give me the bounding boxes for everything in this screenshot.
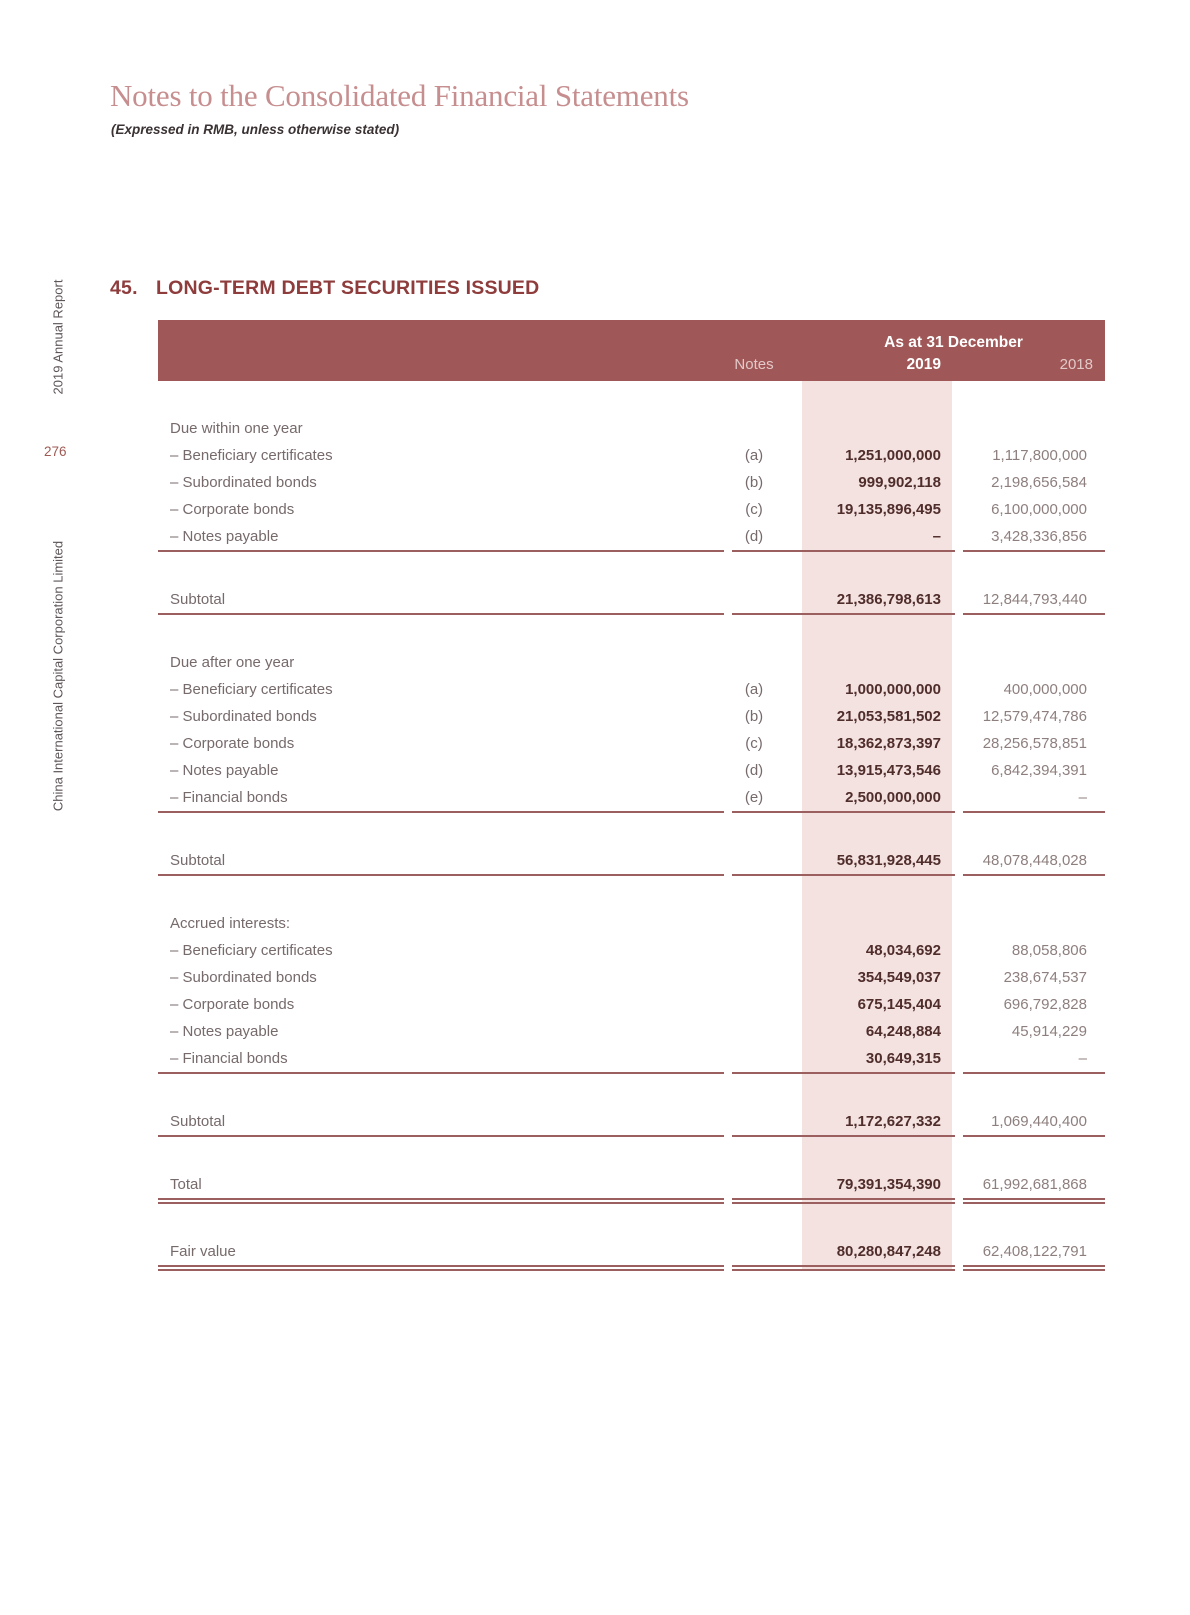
group-label-row [158,649,1105,676]
row-value-2018: 12,579,474,786 [982,708,1087,725]
row-value-2019: 1,000,000,000 [845,681,941,698]
table-row [158,730,1105,757]
row-note: (a) [744,447,764,464]
row-value-2018: 45,914,229 [1011,1023,1087,1040]
fair-value-row [158,1238,1105,1265]
row-value-2019: 13,915,473,546 [836,762,941,779]
subtotal-value-2019: 21,386,798,613 [836,591,941,608]
group-label: Accrued interests: [170,915,291,932]
row-label: – Beneficiary certificates [170,942,333,959]
row-value-2019: 354,549,037 [857,969,941,986]
page-subtitle: (Expressed in RMB, unless otherwise stated) [111,122,400,137]
header-date-label: As at 31 December [884,334,1023,351]
table-row [158,469,1105,496]
group-label-row [158,415,1105,442]
row-value-2019: 999,902,118 [858,474,941,491]
table-row [158,703,1105,730]
row-value-2018: 696,792,828 [1003,996,1087,1013]
total-row [158,1171,1105,1198]
section-number: 45. [110,277,138,299]
subtotal-label: Subtotal [170,591,226,608]
table-row [158,937,1105,964]
fair-value-label: Fair value [170,1243,236,1260]
table-row [158,676,1105,703]
section-heading [110,277,539,300]
table-row [158,991,1105,1018]
row-label: – Corporate bonds [170,735,295,752]
table-row [158,523,1105,550]
table-row [158,442,1105,469]
row-value-2019: 18,362,873,397 [836,735,941,752]
header-2019-label: 2019 [906,356,941,373]
table-row [158,1045,1105,1072]
total-value-2018: 61,992,681,868 [982,1176,1087,1193]
row-value-2019: 21,053,581,502 [836,708,941,725]
table-body [158,381,1105,1271]
row-value-2019: 2,500,000,000 [845,789,941,806]
row-value-2018: 6,100,000,000 [991,501,1087,518]
sidebar-page-number: 276 [44,444,67,459]
table-row [158,757,1105,784]
row-note: (d) [744,528,764,545]
subtotal-value-2018: 12,844,793,440 [982,591,1087,608]
row-value-2018: 238,674,537 [1003,969,1087,986]
row-label: – Beneficiary certificates [170,681,333,698]
table-header-band [158,320,1105,381]
row-note: (a) [744,681,764,698]
row-label: – Beneficiary certificates [170,447,333,464]
header-notes-label: Notes [734,356,774,373]
subtotal-row [158,847,1105,874]
row-note: (e) [744,789,764,806]
subtotal-value-2018: 48,078,448,028 [982,852,1087,869]
row-value-2019: 675,145,404 [857,996,941,1013]
row-value-2019: 19,135,896,495 [836,501,941,518]
row-value-2018: 2,198,656,584 [991,474,1087,491]
group-label: Due after one year [170,654,295,671]
row-label: – Corporate bonds [170,501,295,518]
row-value-2018: 1,117,800,000 [992,447,1087,464]
row-value-2018: 28,256,578,851 [982,735,1087,752]
group-label: Due within one year [170,420,303,437]
row-label: – Notes payable [170,528,279,545]
section-title: LONG-TERM DEBT SECURITIES ISSUED [156,277,540,299]
row-note: (c) [745,735,763,752]
fair-value-2018: 62,408,122,791 [982,1243,1087,1260]
table-row [158,784,1105,811]
row-note: (c) [745,501,763,518]
row-label: – Subordinated bonds [170,474,317,491]
group-label-row [158,910,1105,937]
row-value-2019: 30,649,315 [865,1050,941,1067]
table-row [158,1018,1105,1045]
row-value-2019: – [932,528,941,545]
subtotal-label: Subtotal [170,852,226,869]
row-note: (d) [744,762,764,779]
row-note: (b) [744,708,764,725]
row-label: – Financial bonds [170,1050,288,1067]
sidebar-company-name: China International Capital Corporation Limited [50,540,66,812]
row-value-2019: 64,248,884 [865,1023,941,1040]
table-row [158,496,1105,523]
row-value-2018: 88,058,806 [1011,942,1087,959]
row-note: (b) [744,474,764,491]
row-label: – Corporate bonds [170,996,295,1013]
sidebar-annual-report-label: 2019 Annual Report [50,279,66,395]
row-value-2018: 400,000,000 [1003,681,1087,698]
subtotal-row [158,1108,1105,1135]
row-value-2018: 6,842,394,391 [991,762,1087,779]
row-label: – Notes payable [170,762,279,779]
row-value-2019: 48,034,692 [865,942,941,959]
total-label: Total [170,1176,202,1193]
row-label: – Subordinated bonds [170,708,317,725]
row-label: – Financial bonds [170,789,288,806]
row-value-2018: 3,428,336,856 [991,528,1087,545]
fair-value-2019: 80,280,847,248 [836,1243,941,1260]
table-double-rule [158,1265,1105,1271]
header-2018-label: 2018 [1059,356,1093,373]
subtotal-row [158,586,1105,613]
subtotal-value-2019: 1,172,627,332 [845,1113,941,1130]
subtotal-value-2018: 1,069,440,400 [991,1113,1087,1130]
subtotal-label: Subtotal [170,1113,226,1130]
subtotal-value-2019: 56,831,928,445 [836,852,941,869]
long-term-debt-table [158,320,1105,1271]
row-label: – Subordinated bonds [170,969,317,986]
row-value-2019: 1,251,000,000 [845,447,941,464]
row-value-2018: – [1078,789,1087,806]
page-title: Notes to the Consolidated Financial Statements [110,78,689,113]
table-row [158,964,1105,991]
row-label: – Notes payable [170,1023,279,1040]
total-value-2019: 79,391,354,390 [836,1176,941,1193]
row-value-2018: – [1078,1050,1087,1067]
